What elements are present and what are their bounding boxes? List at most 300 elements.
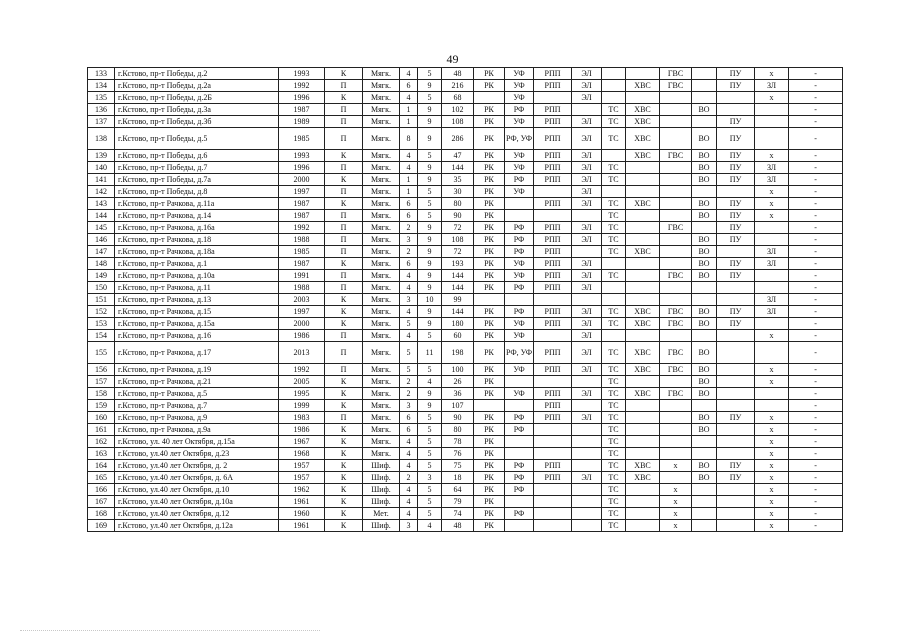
- year-cell: 1986: [279, 424, 325, 436]
- roof-cell: Шиф.: [363, 484, 400, 496]
- ts-cell: ТС: [602, 448, 626, 460]
- floors-cell: 4: [418, 520, 442, 532]
- material-cell: К: [325, 508, 363, 520]
- heating-cell: РПП: [534, 258, 572, 270]
- gas-cell: РК: [474, 330, 505, 342]
- roof-cell: Мягк.: [363, 68, 400, 80]
- electric-cell: ЭЛ: [572, 174, 602, 186]
- zl-cell: ЗЛ: [755, 174, 789, 186]
- electric-cell: ЭЛ: [572, 234, 602, 246]
- roof-cell: Мягк.: [363, 234, 400, 246]
- note-cell: -: [789, 448, 843, 460]
- sewage-cell: ВО: [692, 412, 717, 424]
- floors-cell: 4: [418, 376, 442, 388]
- sewage-cell: [692, 282, 717, 294]
- apartments-cell: 72: [442, 246, 474, 258]
- meter-cell: [717, 92, 755, 104]
- heating-cell: [534, 508, 572, 520]
- gas-cell: [474, 92, 505, 104]
- zl-cell: х: [755, 436, 789, 448]
- floors-cell: 9: [418, 400, 442, 412]
- roof-cell: Шиф.: [363, 472, 400, 484]
- floors-cell: 5: [418, 210, 442, 222]
- roof-cell: Мягк.: [363, 364, 400, 376]
- gas-cell: РК: [474, 234, 505, 246]
- hot-water-cell: [660, 472, 692, 484]
- row-number: 155: [88, 342, 115, 364]
- table-row: [88, 68, 843, 80]
- electric-cell: [572, 520, 602, 532]
- meter-cell: ПУ: [717, 270, 755, 282]
- water-cell: РФ: [505, 424, 534, 436]
- note-cell: -: [789, 210, 843, 222]
- zl-cell: [755, 400, 789, 412]
- page-number: 49: [446, 52, 459, 66]
- cold-water-cell: [626, 282, 660, 294]
- material-cell: К: [325, 294, 363, 306]
- note-cell: -: [789, 198, 843, 210]
- note-cell: -: [789, 270, 843, 282]
- heating-cell: [534, 424, 572, 436]
- cold-water-cell: ХВС: [626, 198, 660, 210]
- cold-water-cell: [626, 270, 660, 282]
- material-cell: К: [325, 198, 363, 210]
- floors-cell: 5: [418, 436, 442, 448]
- material-cell: К: [325, 376, 363, 388]
- electric-cell: ЭЛ: [572, 330, 602, 342]
- ts-cell: [602, 92, 626, 104]
- sewage-cell: ВО: [692, 234, 717, 246]
- cold-water-cell: [626, 68, 660, 80]
- row-number: 166: [88, 484, 115, 496]
- material-cell: П: [325, 364, 363, 376]
- apartments-cell: 75: [442, 460, 474, 472]
- hot-water-cell: [660, 210, 692, 222]
- zl-cell: ЗЛ: [755, 246, 789, 258]
- ts-cell: ТС: [602, 270, 626, 282]
- row-number: 135: [88, 92, 115, 104]
- electric-cell: [572, 508, 602, 520]
- roof-cell: Мягк.: [363, 376, 400, 388]
- roof-cell: Мягк.: [363, 258, 400, 270]
- year-cell: 1987: [279, 198, 325, 210]
- sewage-cell: ВО: [692, 460, 717, 472]
- meter-cell: [717, 496, 755, 508]
- address-cell: г.Кстово, пр-т Победы, д.3б: [115, 116, 279, 128]
- entrances-cell: 6: [400, 412, 418, 424]
- cold-water-cell: ХВС: [626, 128, 660, 150]
- row-number: 151: [88, 294, 115, 306]
- sewage-cell: ВО: [692, 376, 717, 388]
- table-row: [88, 400, 843, 412]
- gas-cell: [474, 294, 505, 306]
- water-cell: [505, 496, 534, 508]
- sewage-cell: ВО: [692, 174, 717, 186]
- roof-cell: Мягк.: [363, 306, 400, 318]
- ts-cell: [602, 282, 626, 294]
- year-cell: 1960: [279, 508, 325, 520]
- floors-cell: 5: [418, 364, 442, 376]
- entrances-cell: 4: [400, 436, 418, 448]
- roof-cell: Мягк.: [363, 330, 400, 342]
- hot-water-cell: ГВС: [660, 318, 692, 330]
- address-cell: г.Кстово, пр-т Рачкова, д.9а: [115, 424, 279, 436]
- roof-cell: Мягк.: [363, 424, 400, 436]
- zl-cell: ЗЛ: [755, 162, 789, 174]
- electric-cell: ЭЛ: [572, 306, 602, 318]
- cold-water-cell: [626, 412, 660, 424]
- water-cell: РФ: [505, 234, 534, 246]
- cold-water-cell: ХВС: [626, 116, 660, 128]
- gas-cell: РК: [474, 318, 505, 330]
- table-row: [88, 104, 843, 116]
- hot-water-cell: [660, 198, 692, 210]
- year-cell: 1957: [279, 460, 325, 472]
- hot-water-cell: ГВС: [660, 222, 692, 234]
- note-cell: -: [789, 436, 843, 448]
- apartments-cell: 47: [442, 150, 474, 162]
- table-row: [88, 436, 843, 448]
- entrances-cell: 8: [400, 128, 418, 150]
- material-cell: К: [325, 484, 363, 496]
- entrances-cell: 4: [400, 150, 418, 162]
- electric-cell: ЭЛ: [572, 318, 602, 330]
- meter-cell: ПУ: [717, 150, 755, 162]
- entrances-cell: 4: [400, 460, 418, 472]
- cold-water-cell: ХВС: [626, 246, 660, 258]
- material-cell: К: [325, 150, 363, 162]
- roof-cell: Мягк.: [363, 174, 400, 186]
- ts-cell: ТС: [602, 222, 626, 234]
- note-cell: -: [789, 222, 843, 234]
- water-cell: УФ: [505, 68, 534, 80]
- cold-water-cell: [626, 520, 660, 532]
- note-cell: -: [789, 318, 843, 330]
- meter-cell: ПУ: [717, 162, 755, 174]
- entrances-cell: 2: [400, 472, 418, 484]
- zl-cell: х: [755, 484, 789, 496]
- water-cell: [505, 342, 534, 364]
- table-row: [88, 80, 843, 92]
- address-cell: г.Кстово, пр-т Рачкова, д.17: [115, 342, 279, 364]
- material-cell: К: [325, 174, 363, 186]
- electric-cell: [572, 210, 602, 222]
- year-cell: 1995: [279, 388, 325, 400]
- row-number: 154: [88, 330, 115, 342]
- sewage-cell: [692, 116, 717, 128]
- year-cell: 2000: [279, 318, 325, 330]
- table-row: [88, 234, 843, 246]
- heating-cell: РПП: [534, 80, 572, 92]
- roof-cell: Шиф.: [363, 496, 400, 508]
- apartments-cell: 80: [442, 198, 474, 210]
- floors-cell: 5: [418, 412, 442, 424]
- table-row: [88, 520, 843, 532]
- year-cell: 1996: [279, 162, 325, 174]
- table-row: [88, 484, 843, 496]
- cold-water-cell: ХВС: [626, 104, 660, 116]
- heating-cell: [534, 376, 572, 388]
- cold-water-cell: [626, 424, 660, 436]
- floors-cell: 5: [418, 68, 442, 80]
- roof-cell: Мягк.: [363, 270, 400, 282]
- hot-water-cell: ГВС: [660, 68, 692, 80]
- year-cell: 1993: [279, 68, 325, 80]
- zl-cell: ЗЛ: [755, 306, 789, 318]
- address-cell: г.Кстово, пр-т Победы, д.3а: [115, 104, 279, 116]
- row-number: 159: [88, 400, 115, 412]
- floors-cell: 5: [418, 460, 442, 472]
- address-cell: г.Кстово, пр-т Рачкова, д.13: [115, 294, 279, 306]
- row-number: 152: [88, 306, 115, 318]
- water-cell: [505, 520, 534, 532]
- electric-cell: ЭЛ: [572, 68, 602, 80]
- zl-cell: [755, 128, 789, 150]
- address-cell: г.Кстово, пр-т Победы, д.5: [115, 128, 279, 150]
- year-cell: 2005: [279, 376, 325, 388]
- zl-cell: х: [755, 412, 789, 424]
- table-row: [88, 294, 843, 306]
- water-cell: [505, 128, 534, 150]
- hot-water-cell: х: [660, 520, 692, 532]
- apartments-cell: 18: [442, 472, 474, 484]
- note-cell: -: [789, 128, 843, 150]
- roof-cell: Мягк.: [363, 436, 400, 448]
- address-cell: г.Кстово, пр-т Рачкова, д.1: [115, 258, 279, 270]
- table-row: [88, 92, 843, 104]
- address-cell: г.Кстово, пр-т Рачкова, д.5: [115, 388, 279, 400]
- ts-cell: ТС: [602, 388, 626, 400]
- meter-cell: [717, 508, 755, 520]
- year-cell: 1961: [279, 496, 325, 508]
- meter-cell: ПУ: [717, 222, 755, 234]
- electric-cell: ЭЛ: [572, 258, 602, 270]
- cold-water-cell: [626, 222, 660, 234]
- gas-cell: РК: [474, 222, 505, 234]
- electric-cell: [572, 448, 602, 460]
- water-cell: УФ: [505, 258, 534, 270]
- apartments-cell: 48: [442, 520, 474, 532]
- heating-cell: РПП: [534, 282, 572, 294]
- floors-cell: 9: [418, 234, 442, 246]
- cold-water-cell: ХВС: [626, 472, 660, 484]
- electric-cell: ЭЛ: [572, 162, 602, 174]
- sewage-cell: ВО: [692, 424, 717, 436]
- electric-cell: ЭЛ: [572, 270, 602, 282]
- table-row: [88, 210, 843, 222]
- roof-cell: Мягк.: [363, 104, 400, 116]
- year-cell: 1987: [279, 210, 325, 222]
- cold-water-cell: [626, 400, 660, 412]
- ts-cell: ТС: [602, 496, 626, 508]
- sewage-cell: ВО: [692, 472, 717, 484]
- address-cell: г.Кстово, пр-т Рачкова, д.10а: [115, 270, 279, 282]
- material-cell: К: [325, 400, 363, 412]
- apartments-cell: 144: [442, 162, 474, 174]
- sewage-cell: ВО: [692, 342, 717, 364]
- ts-cell: ТС: [602, 376, 626, 388]
- water-cell: РФ: [505, 104, 534, 116]
- note-cell: -: [789, 246, 843, 258]
- entrances-cell: 5: [400, 342, 418, 364]
- heating-cell: РПП: [534, 150, 572, 162]
- entrances-cell: 3: [400, 294, 418, 306]
- note-cell: -: [789, 150, 843, 162]
- entrances-cell: 1: [400, 104, 418, 116]
- water-cell: УФ: [505, 92, 534, 104]
- floors-cell: 9: [418, 388, 442, 400]
- year-cell: 1985: [279, 128, 325, 150]
- electric-cell: [572, 424, 602, 436]
- electric-cell: ЭЛ: [572, 282, 602, 294]
- apartments-cell: 36: [442, 388, 474, 400]
- year-cell: 1989: [279, 116, 325, 128]
- row-number: 143: [88, 198, 115, 210]
- meter-cell: ПУ: [717, 472, 755, 484]
- meter-cell: [717, 364, 755, 376]
- material-cell: П: [325, 186, 363, 198]
- electric-cell: [572, 376, 602, 388]
- note-cell: -: [789, 294, 843, 306]
- year-cell: 1961: [279, 520, 325, 532]
- material-cell: К: [325, 68, 363, 80]
- ts-cell: ТС: [602, 436, 626, 448]
- note-cell: -: [789, 306, 843, 318]
- sewage-cell: [692, 520, 717, 532]
- row-number: 144: [88, 210, 115, 222]
- gas-cell: РК: [474, 412, 505, 424]
- row-number: 164: [88, 460, 115, 472]
- entrances-cell: 2: [400, 246, 418, 258]
- water-cell: [505, 294, 534, 306]
- apartments-cell: 216: [442, 80, 474, 92]
- electric-cell: ЭЛ: [572, 128, 602, 150]
- water-cell: [505, 198, 534, 210]
- ts-cell: [602, 68, 626, 80]
- electric-cell: ЭЛ: [572, 198, 602, 210]
- meter-cell: [717, 282, 755, 294]
- sewage-cell: ВО: [692, 128, 717, 150]
- roof-cell: Мягк.: [363, 342, 400, 364]
- water-cell: УФ: [505, 364, 534, 376]
- note-cell: -: [789, 364, 843, 376]
- address-cell: г.Кстово, пр-т Победы, д.6: [115, 150, 279, 162]
- cold-water-cell: [626, 484, 660, 496]
- zl-cell: х: [755, 68, 789, 80]
- gas-cell: РК: [474, 174, 505, 186]
- zl-cell: х: [755, 198, 789, 210]
- year-cell: 1988: [279, 282, 325, 294]
- meter-cell: ПУ: [717, 412, 755, 424]
- entrances-cell: 1: [400, 174, 418, 186]
- year-cell: 1992: [279, 364, 325, 376]
- address-cell: г.Кстово, пр-т Рачкова, д.7: [115, 400, 279, 412]
- cold-water-cell: [626, 294, 660, 306]
- ts-cell: ТС: [602, 104, 626, 116]
- heating-cell: [534, 186, 572, 198]
- table-row: [88, 186, 843, 198]
- address-cell: г.Кстово, пр-т Рачкова, д.19: [115, 364, 279, 376]
- zl-cell: х: [755, 186, 789, 198]
- ts-cell: ТС: [602, 162, 626, 174]
- heating-cell: РПП: [534, 198, 572, 210]
- water-cell: РФ: [505, 484, 534, 496]
- roof-cell: Мягк.: [363, 222, 400, 234]
- row-number: 161: [88, 424, 115, 436]
- material-cell: П: [325, 270, 363, 282]
- note-cell: -: [789, 80, 843, 92]
- note-cell: -: [789, 400, 843, 412]
- water-cell: УФ: [505, 150, 534, 162]
- electric-cell: [572, 460, 602, 472]
- meter-cell: [717, 448, 755, 460]
- zl-cell: х: [755, 508, 789, 520]
- sewage-cell: ВО: [692, 270, 717, 282]
- note-cell: -: [789, 388, 843, 400]
- floors-cell: 9: [418, 162, 442, 174]
- hot-water-cell: [660, 162, 692, 174]
- entrances-cell: 1: [400, 186, 418, 198]
- ts-cell: [602, 258, 626, 270]
- row-number: 140: [88, 162, 115, 174]
- floors-cell: 9: [418, 116, 442, 128]
- hot-water-cell: [660, 436, 692, 448]
- row-number: 148: [88, 258, 115, 270]
- zl-cell: х: [755, 150, 789, 162]
- heating-cell: РПП: [534, 306, 572, 318]
- entrances-cell: 4: [400, 330, 418, 342]
- floors-cell: 10: [418, 294, 442, 306]
- water-cell: РФ: [505, 460, 534, 472]
- meter-cell: ПУ: [717, 68, 755, 80]
- roof-cell: Мягк.: [363, 318, 400, 330]
- water-stack-text: РФ, УФ: [506, 133, 533, 143]
- sewage-cell: ВО: [692, 104, 717, 116]
- zl-cell: х: [755, 92, 789, 104]
- year-cell: 1999: [279, 400, 325, 412]
- roof-cell: Мягк.: [363, 246, 400, 258]
- address-cell: г.Кстово, ул.40 лет Октября, д.12: [115, 508, 279, 520]
- entrances-cell: 4: [400, 448, 418, 460]
- year-cell: 1991: [279, 270, 325, 282]
- roof-cell: Мет.: [363, 508, 400, 520]
- note-cell: -: [789, 496, 843, 508]
- material-cell: К: [325, 318, 363, 330]
- ts-cell: [602, 294, 626, 306]
- zl-cell: [755, 234, 789, 246]
- entrances-cell: 6: [400, 210, 418, 222]
- apartments-cell: 30: [442, 186, 474, 198]
- heating-cell: РПП: [534, 400, 572, 412]
- heating-cell: РПП: [534, 270, 572, 282]
- gas-cell: РК: [474, 186, 505, 198]
- heating-cell: [534, 484, 572, 496]
- cold-water-cell: ХВС: [626, 460, 660, 472]
- gas-cell: РК: [474, 496, 505, 508]
- hot-water-cell: ГВС: [660, 342, 692, 364]
- apartments-cell: 144: [442, 282, 474, 294]
- year-cell: 1983: [279, 412, 325, 424]
- cold-water-cell: ХВС: [626, 306, 660, 318]
- cold-water-cell: ХВС: [626, 80, 660, 92]
- hot-water-cell: ГВС: [660, 388, 692, 400]
- meter-cell: [717, 294, 755, 306]
- year-cell: 1988: [279, 234, 325, 246]
- table-row: [88, 270, 843, 282]
- cold-water-cell: [626, 174, 660, 186]
- water-stack-text: РФ, УФ: [506, 347, 533, 357]
- table-row: [88, 282, 843, 294]
